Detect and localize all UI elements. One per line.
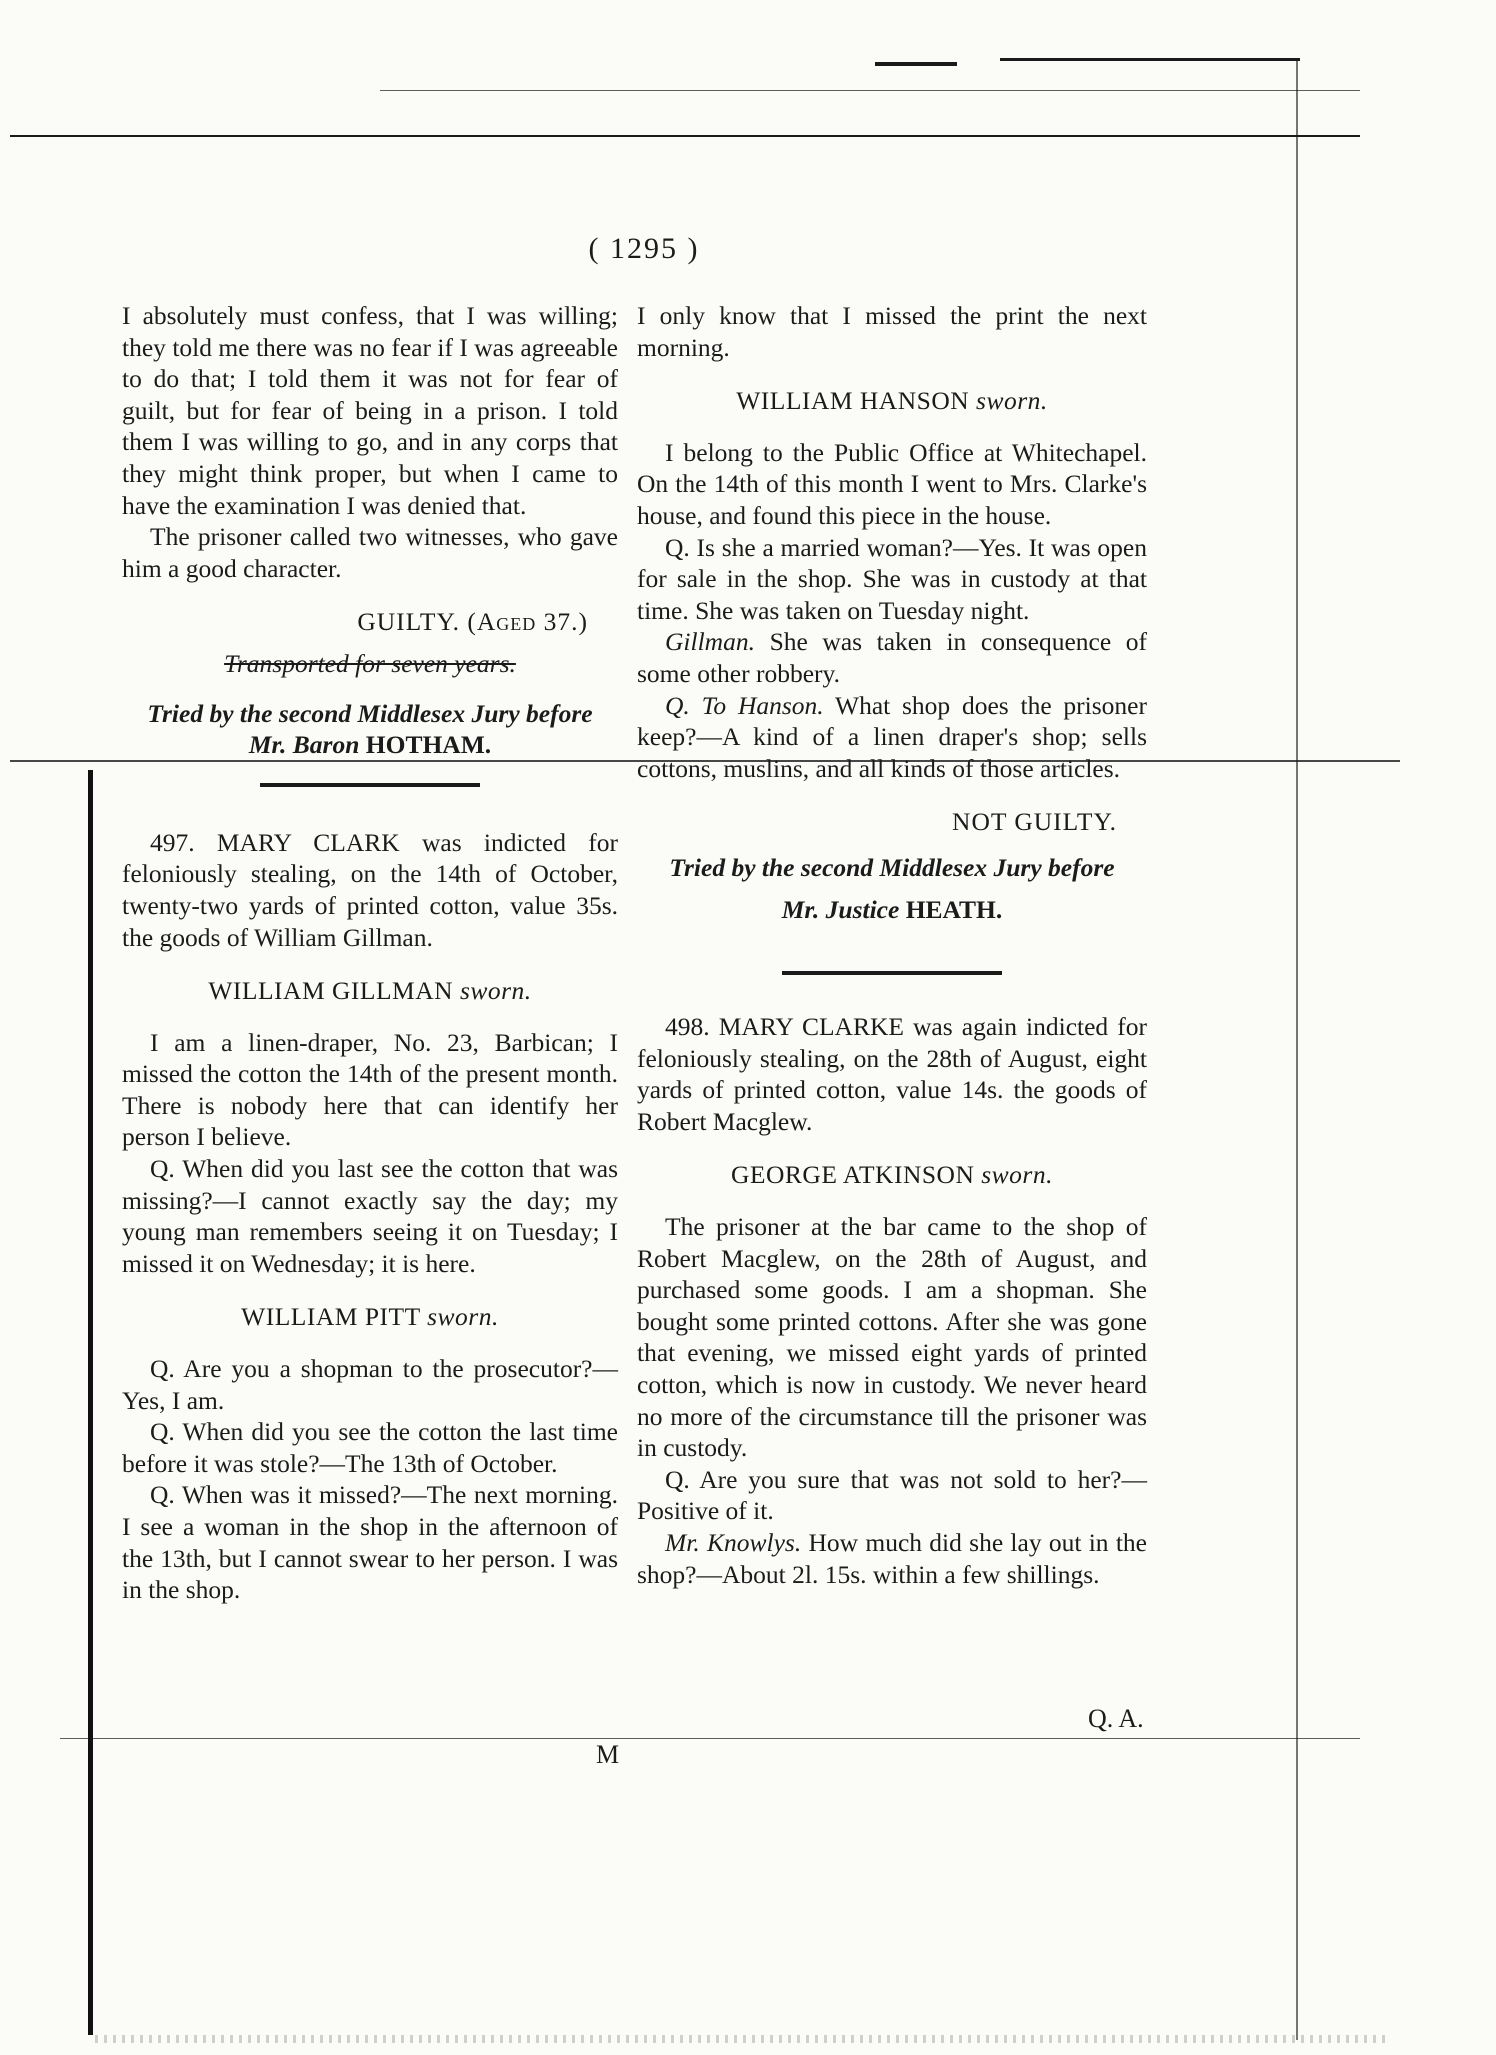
speaker-text: She was taken in consequence of some other robbery. (637, 627, 1147, 688)
case-number: 498. (665, 1012, 710, 1042)
atkinson-paragraph-1: The prisoner at the bar came to the shop of Robert Macglew, on the 28th of August, and purchased some goods. I am a shopman. She bought some printed cottons. After she was gone that evening, we missed eight yards of printed cotton, which is now in custody. We never heard no more of the circumstance till the prisoner was in custody. (637, 1212, 1147, 1463)
speaker-text: How much did she lay out in the shop?—About 2l. 15s. within a few shillings. (637, 1528, 1147, 1589)
witness-name: WILLIAM HANSON (736, 386, 970, 416)
page-number: ( 1295 ) (588, 232, 700, 265)
left-column (122, 300, 618, 1606)
atkinson-paragraph-2: Q. Are you sure that was not sold to her?—Positive of it. (637, 1464, 1147, 1526)
pitt-paragraph-1: Q. Are you a shopman to the prosecutor?—Yes, I am. (122, 1354, 618, 1415)
speaker-label: Gillman. (665, 627, 755, 657)
speaker-label: Mr. Knowlys. (665, 1528, 802, 1557)
witness-heading-hanson (637, 385, 1147, 417)
scan-rule-low (60, 1738, 1360, 1739)
scan-rule-top-4 (380, 90, 1360, 91)
tried-by-line1: Tried by the second Middlesex Jury before (669, 852, 1115, 882)
sworn-label: sworn. (976, 386, 1048, 416)
page-fold-shadow (88, 770, 93, 2035)
witness-heading-atkinson (637, 1159, 1147, 1191)
case-498 (637, 1011, 1147, 1137)
hanson-paragraph-1: I belong to the Public Office at Whitechapel. On the 14th of this month I went to Mrs. Clarke's house, and found this piece in the house. (637, 437, 1147, 530)
witness-name: WILLIAM PITT (241, 1302, 421, 1332)
sworn-label: sworn. (459, 976, 532, 1006)
section-rule (260, 783, 480, 787)
verdict-guilty: GUILTY. (Aged 37.) (357, 607, 588, 637)
case-text: MARY CLARK was indicted for feloniously stealing, on the 14th of October, twenty-two yards of printed cotton, value 35s. the goods of William Gillman. (122, 827, 618, 952)
witness-heading-gillman (122, 975, 618, 1007)
scan-rule-side (1296, 60, 1298, 2040)
scan-rule-top-1 (875, 62, 957, 66)
pitt-paragraph-2: Q. When did you see the cotton the last time before it was stole?—The 13th of October. (122, 1417, 618, 1478)
hanson-question (637, 690, 1147, 785)
tried-by-line2 (637, 894, 1147, 926)
catchword-right: Q. A. (1088, 1704, 1144, 1733)
section-rule (782, 971, 1002, 975)
sworn-label: sworn. (427, 1302, 499, 1332)
pitt-paragraph-3: Q. When was it missed?—The next morning. I see a woman in the shop in the afternoon of the 13th, but I cannot swear to her person. I was in the shop. (122, 1480, 618, 1605)
right-column (637, 300, 1147, 1590)
catchword-left: M (596, 1740, 620, 1769)
scan-rule-top-2 (1000, 58, 1300, 61)
tried-by-line1: Tried by the second Middlesex Jury before (147, 698, 593, 728)
verdict-not-guilty: NOT GUILTY. (952, 807, 1117, 837)
continuation: I only know that I missed the print the next morning. (637, 301, 1147, 362)
gillman-remark (637, 626, 1147, 689)
left-paragraph-1: I absolutely must confess, that I was willing; they told me there was no fear if I was agreeable to do that; I told them it was not for fear of guilt, but for fear of being in a prison. I told them I was willing to go, and in any corps that they might think proper, but when I came to have the examination I was denied that. (122, 301, 618, 520)
scan-noise-bottom (95, 2035, 1385, 2043)
knowlys-question (637, 1527, 1147, 1590)
gillman-paragraph-1: I am a linen-draper, No. 23, Barbican; I missed the cotton the 14th of the present month. There is nobody here that can identify her person I believe. (122, 1027, 618, 1152)
tried-by-line2 (122, 729, 618, 761)
case-number: 497. (150, 827, 195, 857)
hanson-paragraph-2: Q. Is she a married woman?—Yes. It was open for sale in the shop. She was in custody at that time. She was taken on Tuesday night. (637, 532, 1147, 625)
case-497 (122, 827, 618, 953)
gillman-paragraph-2: Q. When did you last see the cotton that was missing?—I cannot exactly say the day; my young man remembers seeing it on Tuesday; I missed it on Wednesday; it is here. (122, 1154, 618, 1278)
witness-name: GEORGE ATKINSON (731, 1160, 975, 1190)
left-paragraph-2: The prisoner called two witnesses, who gave him a good character. (122, 522, 618, 583)
tried-by-prefix: Mr. Justice (781, 894, 900, 924)
question-text: What shop does the prisoner keep?—A kind of a linen draper's shop; sells cottons, muslins, and all kinds of those articles. (637, 690, 1147, 783)
tried-by-prefix: Mr. Baron (248, 730, 360, 760)
judge-name: HEATH. (905, 894, 1003, 924)
witness-heading-pitt (122, 1301, 618, 1333)
sentence: Transported for seven years. (224, 648, 516, 678)
case-text: MARY CLARKE was again indicted for feloniously stealing, on the 28th of August, eight yards of printed cotton, value 14s. the goods of Robert Macglew. (637, 1012, 1147, 1136)
judge-name: HOTHAM. (365, 730, 492, 760)
sworn-label: sworn. (981, 1160, 1053, 1190)
witness-name: WILLIAM GILLMAN (208, 976, 454, 1006)
question-label: Q. To Hanson. (665, 690, 824, 720)
scan-rule-top-3 (10, 135, 1360, 137)
